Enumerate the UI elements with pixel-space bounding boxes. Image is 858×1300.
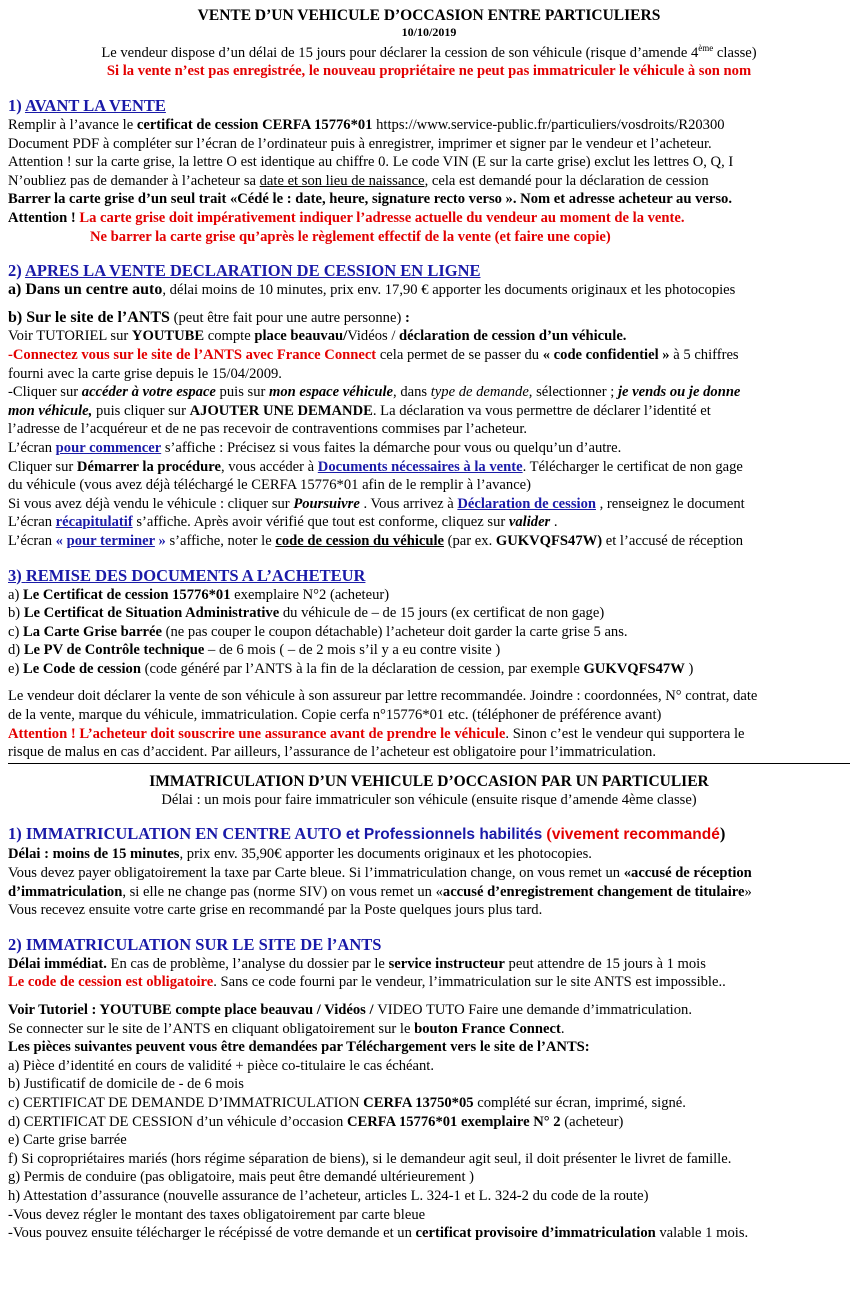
s1-line-2: Document PDF à compléter sur l’écran de l’ordinateur puis à enregistrer, imprimer et signer par le vendeur et l’acheteur. (8, 135, 712, 152)
s1-line-7: Ne barrer la carte grise qu’après le règlement effectif de la vente (et faire une copie) (90, 228, 611, 245)
section-divider (8, 763, 850, 764)
s2-cliquer-2: mon véhicule, puis cliquer sur AJOUTER UNE DEMANDE. La déclaration va vous permettre de déclarer l’identité et (8, 402, 711, 419)
imm-recepisse: -Vous pouvez ensuite télécharger le récépissé de votre demande et un certificat provisoire d’immatriculation valable 1 mois. (8, 1225, 749, 1242)
imm-centre-auto-heading: 1) IMMATRICULATION EN CENTRE AUTO et Professionnels habilités (vivement recommandé) (8, 824, 726, 844)
imm-delai: Délai : moins de 15 minutes, prix env. 35,90€ apporter les documents originaux et les photocopies. (8, 846, 592, 863)
s2-demarrer-2: du véhicule (vous avez déjà téléchargé le CERFA 15776*01 afin de le remplir à l’avance) (8, 477, 532, 494)
imm-taxes-cb: -Vous devez régler le montant des taxes obligatoirement par carte bleue (8, 1206, 426, 1223)
s2-recapitulatif: L’écran récapitulatif s’affiche. Après avoir vérifié que tout est conforme, cliquez sur valider . (8, 514, 558, 531)
intro-line: Le vendeur dispose d’un délai de 15 jours pour déclarer la cession de son véhicule (risque d’amende 4ème classe) (101, 43, 757, 61)
s3-item-d: d) Le PV de Contrôle technique – de 6 mois ( – de 2 mois s’il y a eu contre visite ) (8, 642, 501, 659)
s1-line-1: Remplir à l’avance le certificat de cession CERFA 15776*01 https://www.service-public.fr/particuliers/vosdroits/R20300 (8, 117, 725, 134)
imm-tutoriel: Voir Tutoriel : YOUTUBE compte place beauvau / Vidéos / VIDEO TUTO Faire une demande d’immatriculation. (8, 1002, 692, 1019)
s3-assureur-2: de la vente, marque du véhicule, immatriculation. Copie cerfa n°15776*01 etc. (téléphoner de préférence avant) (8, 707, 662, 724)
list-item: b) Justificatif de domicile de - de 6 mois (8, 1076, 244, 1093)
s2-cliquer: -Cliquer sur accéder à votre espace puis sur mon espace véhicule, dans type de demande, sélectionner ; je vends ou je donne (8, 384, 741, 401)
s2-france-connect-2: fourni avec la carte grise depuis le 15/04/2009. (8, 365, 282, 382)
document-date: 10/10/2019 (401, 25, 457, 39)
s2-ecran-commencer: L’écran pour commencer s’affiche : Précisez si vous faites la démarche pour vous ou quelqu’un d’autre. (8, 439, 622, 456)
list-item: a) Pièce d’identité en cours de validité + pièce co-titulaire le cas échéant. (8, 1057, 434, 1074)
list-item: e) Carte grise barrée (8, 1132, 127, 1149)
s2-pour-terminer: L’écran « pour terminer » s’affiche, noter le code de cession du véhicule (par ex. GUKVQFS47W) et l’accusé de réception (8, 532, 744, 549)
s3-item-e: e) Le Code de cession (code généré par l’ANTS à la fin de la déclaration de cession, par exemple GUKVQFS47W ) (8, 660, 694, 677)
s3-assureur-1: Le vendeur doit déclarer la vente de son véhicule à son assureur par lettre recommandée. Joindre : coordonnées, N° contrat, date (8, 688, 758, 705)
s3-assurance-warning: Attention ! L’acheteur doit souscrire une assurance avant de prendre le véhicule. Sinon c’est le vendeur qui supportera le (8, 725, 745, 742)
service-public-link[interactable]: https://www.service-public.fr/particuliers/vosdroits/R20300 (372, 117, 725, 134)
s2-tutoriel: Voir TUTORIEL sur YOUTUBE compte place beauvau/Vidéos / déclaration de cession d’un véhicule. (8, 328, 627, 345)
imm-site-ants-heading: 2) IMMATRICULATION SUR LE SITE DE l’ANTS (8, 934, 382, 954)
imm-pieces-heading: Les pièces suivantes peuvent vous être demandées par Téléchargement vers le site de l’ANTS: (8, 1039, 590, 1056)
imm-connecter: Se connecter sur le site de l’ANTS en cliquant obligatoirement sur le bouton France Connect. (8, 1020, 565, 1037)
immatriculation-title: IMMATRICULATION D’UN VEHICULE D’OCCASION PAR UN PARTICULIER (149, 772, 709, 790)
imm-delai-immediat: Délai immédiat. En cas de problème, l’analyse du dossier par le service instructeur peut attendre de 15 jours à 1 mois (8, 955, 706, 972)
s2-site-ants: b) Sur le site de l’ANTS (peut être fait pour une autre personne) : (8, 308, 410, 326)
s1-line-4: N’oubliez pas de demander à l’acheteur sa date et son lieu de naissance, cela est demandé pour la déclaration de cession (8, 172, 709, 189)
list-item: c) CERTIFICAT DE DEMANDE D’IMMATRICULATION CERFA 13750*05 complété sur écran, imprimé, signé. (8, 1094, 686, 1111)
s3-item-c: c) La Carte Grise barrée (ne pas couper le coupon détachable) l’acheteur doit garder la carte grise 5 ans. (8, 623, 628, 640)
s2-poursuivre: Si vous avez déjà vendu le véhicule : cliquer sur Poursuivre . Vous arrivez à Déclaration de cession , renseignez le document (8, 495, 745, 512)
s1-line-6: Attention ! La carte grise doit impérativement indiquer l’adresse actuelle du vendeur au moment de la vente. (8, 210, 685, 227)
imm-pieces-list (8, 1057, 850, 1206)
intro-warning: Si la vente n’est pas enregistrée, le nouveau propriétaire ne peut pas immatriculer le véhicule à son nom (106, 63, 752, 80)
immatriculation-subtitle: Délai : un mois pour faire immatriculer son véhicule (ensuite risque d’amende 4ème classe) (161, 791, 697, 808)
s3-assurance-warning-2: risque de malus en cas d’accident. Par ailleurs, l’assurance de l’acheteur est obligatoire pour l’immatriculation. (8, 744, 656, 761)
imm-taxe-2: d’immatriculation, si elle ne change pas (norme SIV) on vous remet un «accusé d’enregistrement changement de titulaire» (8, 883, 752, 900)
imm-taxe-1: Vous devez payer obligatoirement la taxe par Carte bleue. Si l’immatriculation change, on vous remet un «accusé de réception (8, 865, 752, 882)
imm-code-cession: Le code de cession est obligatoire. Sans ce code fourni par le vendeur, l’immatriculation sur le site ANTS est impossible.. (8, 974, 726, 991)
s2-cliquer-3: l’adresse de l’acquéreur et de ne pas recevoir de contraventions commises par l’acheteur. (8, 421, 528, 438)
document-title: VENTE D’UN VEHICULE D’OCCASION ENTRE PARTICULIERS (197, 7, 661, 24)
section-avant-la-vente-heading: 1) AVANT LA VENTE (8, 96, 166, 116)
s1-line-5: Barrer la carte grise d’un seul trait «Cédé le : date, heure, signature recto verso ». Nom et adresse acheteur au verso. (8, 191, 732, 208)
s2-france-connect: -Connectez vous sur le site de l’ANTS avec France Connect cela permet de se passer du « code confidentiel » à 5 chiffres (8, 346, 739, 363)
s3-item-a: a) Le Certificat de cession 15776*01 exemplaire N°2 (acheteur) (8, 586, 390, 603)
s2-centre-auto: a) Dans un centre auto, délai moins de 10 minutes, prix env. 17,90 € apporter les documents originaux et les photocopies (8, 281, 736, 299)
s3-item-b: b) Le Certificat de Situation Administrative du véhicule de – de 15 jours (ex certificat de non gage) (8, 605, 605, 622)
list-item: g) Permis de conduire (pas obligatoire, mais peut être demandé ultérieurement ) (8, 1169, 475, 1186)
list-item: h) Attestation d’assurance (nouvelle assurance de l’acheteur, articles L. 324-1 et L. 324-2 du code de la route) (8, 1187, 649, 1204)
list-item: d) CERTIFICAT DE CESSION d’un véhicule d’occasion CERFA 15776*01 exemplaire N° 2 (acheteur) (8, 1113, 624, 1130)
section-apres-la-vente-heading: 2) APRES LA VENTE DECLARATION DE CESSION EN LIGNE (8, 261, 481, 281)
section-remise-documents-heading: 3) REMISE DES DOCUMENTS A L’ACHETEUR (8, 565, 366, 585)
imm-taxe-3: Vous recevez ensuite votre carte grise en recommandé par la Poste quelques jours plus tard. (8, 902, 543, 919)
s1-line-3: Attention ! sur la carte grise, la lettre O est identique au chiffre 0. Le code VIN (E sur la carte grise) exclut les lettres O, Q, I (8, 154, 734, 171)
s2-demarrer: Cliquer sur Démarrer la procédure, vous accéder à Documents nécessaires à la vente. Télécharger le certificat de non gage (8, 458, 743, 475)
list-item: f) Si copropriétaires mariés (hors régime séparation de biens), si le demandeur agit seul, il doit présenter le livret de famille. (8, 1150, 732, 1167)
